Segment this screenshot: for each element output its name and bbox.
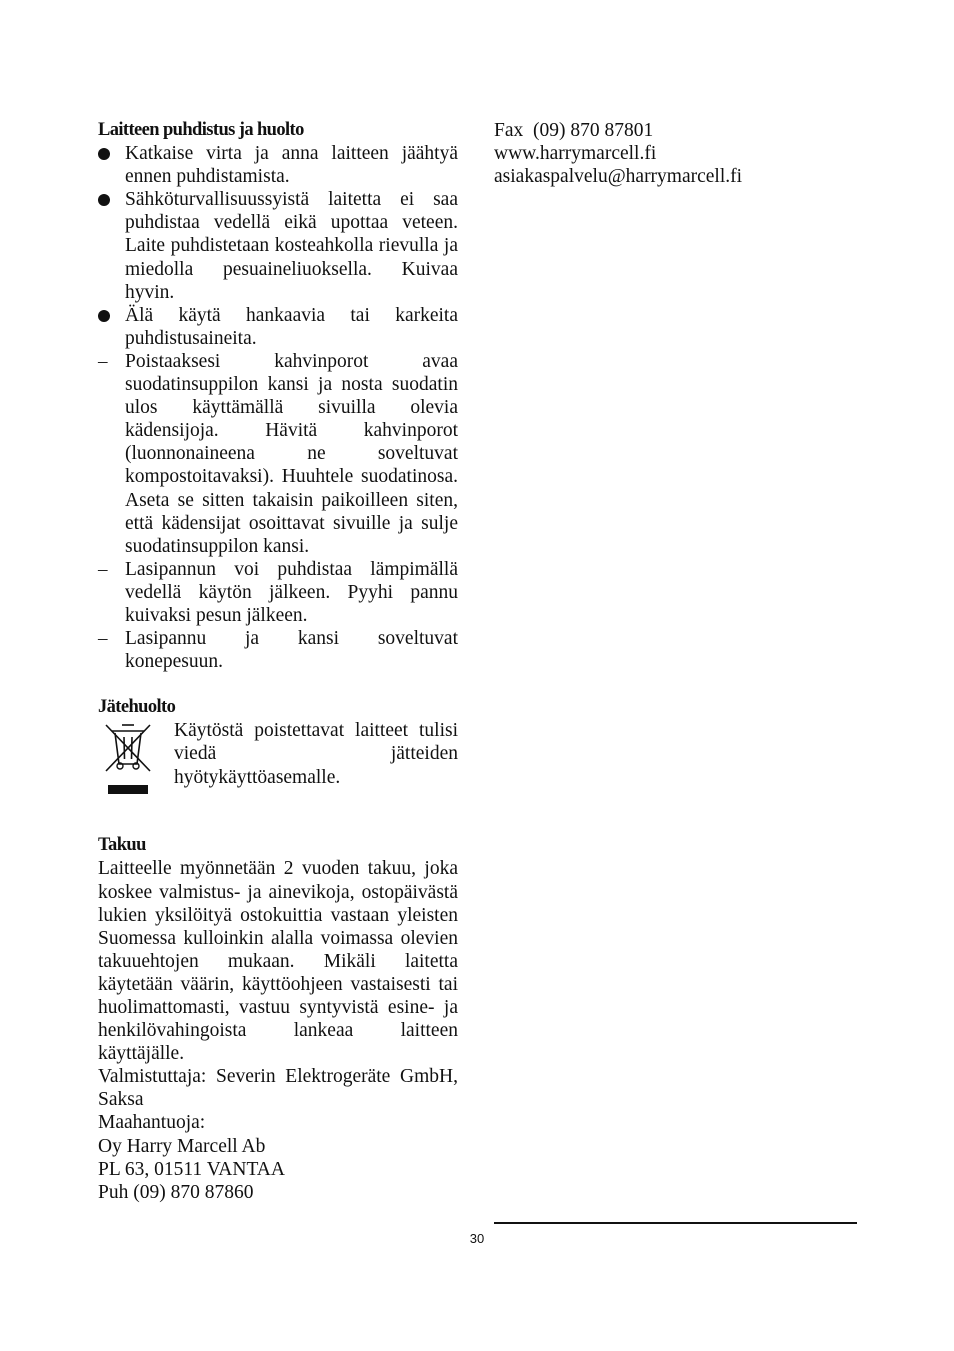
list-item-text: Katkaise virta ja anna laitteen jäähtyä ennen puhdistamista. <box>125 143 458 188</box>
list-item <box>98 350 458 558</box>
cleaning-list <box>98 142 458 673</box>
bullet-icon <box>98 142 120 166</box>
disposal-text: Käytöstä poistettavat laitteet tulisi viedä jätteiden hyötykäyttöasemalle. <box>174 720 458 788</box>
list-item-text: Poistaaksesi kahvinporot avaa suodatinsuppilon kansi ja nosta suodatin ulos käyttämällä sivuilla olevia kädensijoja. Hävitä kahvinporot (luonnonaineena ne soveltuvat kompostoitavaksi). Huuhtele suodatinosa. Aseta se sitten takaisin paikoilleen siten, että kädensijat osoittavat sivuille ja sulje suodatinsuppilon kansi. <box>125 350 458 557</box>
footer-rule <box>494 1222 857 1224</box>
right-column <box>494 119 874 188</box>
disposal-block <box>98 719 458 819</box>
warranty-heading: Takuu <box>98 835 146 856</box>
weee-crossed-bin-icon <box>98 719 158 799</box>
list-item <box>98 188 458 303</box>
disposal-heading: Jätehuolto <box>98 697 176 718</box>
importer-name: Oy Harry Marcell Ab <box>98 1135 266 1157</box>
list-item <box>98 558 458 627</box>
dash-marker: – <box>98 350 108 372</box>
list-item-text: Sähköturvallisuussyistä laitetta ei saa puhdistaa vedellä eikä upottaa veteen. Laite puhdistetaan kosteahkolla rievulla ja miedolla pesuaineliuoksella. Kuivaa hyvin. <box>125 189 458 303</box>
contact-web: www.harrymarcell.fi <box>494 143 657 165</box>
list-item-text: Älä käytä hankaavia tai karkeita puhdistusaineita. <box>125 304 458 349</box>
contact-email: asiakaspalvelu@harrymarcell.fi <box>494 166 743 188</box>
list-item <box>98 304 458 350</box>
list-item-text: Lasipannu ja kansi soveltuvat konepesuun. <box>125 628 458 673</box>
list-item-text: Lasipannun voi puhdistaa lämpimällä vedellä käytön jälkeen. Pyyhi pannu kuivaksi pesun jälkeen. <box>125 558 458 626</box>
warranty-text: Laitteelle myönnetään 2 vuoden takuu, joka koskee valmistus- ja ainevikoja, ostopäivästä lukien yksilöityä ostokuittia vastaan yleisten Suomessa kulloinkin alalla voimassa olevien takuuehtojen mukaan. Mikäli laitetta käytetään väärin, käyttöohjeen vastaisesti tai huolimattomasti, vastuu syntyvistä esine- ja henkilövahingoista lankeaa laitteen käyttäjälle. <box>98 858 458 1065</box>
importer-address: PL 63, 01511 VANTAA <box>98 1158 285 1180</box>
cleaning-heading: Laitteen puhdistus ja huolto <box>98 120 304 140</box>
page-number: 30 <box>469 1231 485 1246</box>
importer-phone: Puh (09) 870 87860 <box>98 1181 254 1203</box>
contact-fax: Fax (09) 870 87801 <box>494 120 654 141</box>
dash-marker: – <box>98 558 108 580</box>
left-column <box>98 119 458 1204</box>
manufacturer-text: Valmistuttaja: Severin Elektrogeräte GmbH, Saksa <box>98 1066 458 1111</box>
list-item <box>98 627 458 673</box>
dash-marker: – <box>98 628 108 650</box>
importer-label: Maahantuoja: <box>98 1112 206 1134</box>
bullet-icon <box>98 304 120 328</box>
list-item <box>98 142 458 188</box>
bullet-icon <box>98 188 120 212</box>
